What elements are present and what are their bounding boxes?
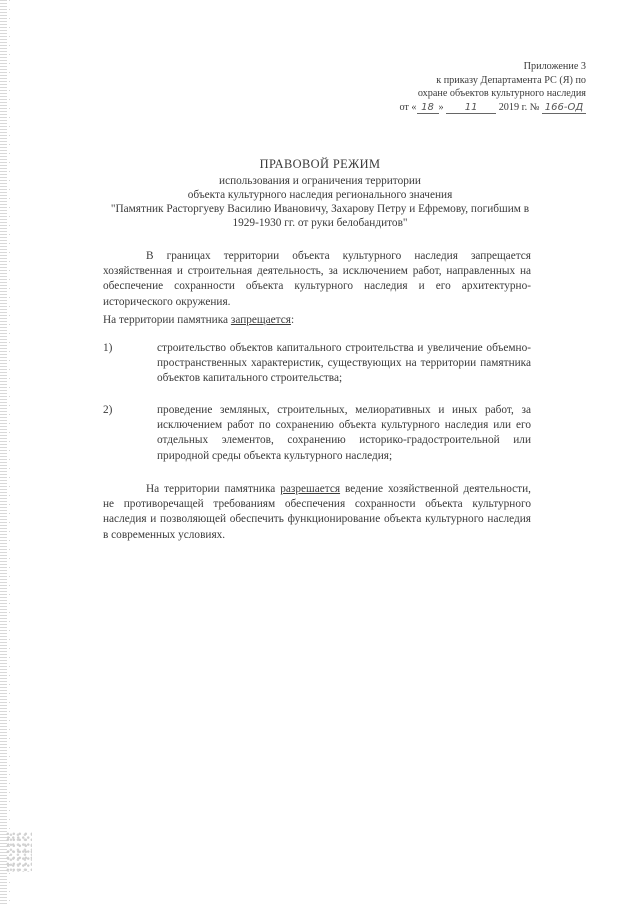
date-day: 18 [417,102,439,114]
date-year: 2019 г. № [498,101,540,113]
annex-order-ref: к приказу Департамента РС (Я) по [436,74,586,86]
subtitle-line-1: использования и ограничения территории [219,175,421,187]
date-mid: » [438,101,444,113]
binding-edge [0,0,7,905]
document-title: ПРАВОВОЙ РЕЖИМ [259,157,381,171]
document-title-block [100,157,540,230]
date-month: 11 [446,102,496,114]
allowed-word: разрешается [280,483,341,495]
annex-date-line [346,101,586,115]
annex-title: Приложение 3 [523,61,586,72]
list-item-2: проведение земляных, строительных, мелиоративных и иных работ, за исключением работ по сохранению объекта культурного наследия или его отдельных элементов, сохранению историко-градостроительной или природной среды объекта культурного наследия; [157,404,531,462]
list-item-1: строительство объектов капитального строительства и увеличение объемно-пространственных характеристик, существующих на территории памятника объектов капитального строительства; [157,342,531,385]
allowed-suffix: ведение хозяйственной деятельности, не противоречащей требованиям обеспечения сохранности объекта культурного наследия и позволяющей обеспечить функционирование объекта культурного наследия в современных условиях. [103,483,531,541]
list-number-2: 2) [103,404,113,416]
binding-perforation [9,0,10,905]
subtitle-line-2: объекта культурного наследия регионального значения [187,189,453,201]
intro-paragraph: В границах территории объекта культурного наследия запрещается хозяйственная и строительная деятельность, за исключением работ, направленных на обеспечение сохранности объекта культурного наследия и его архитектурно-исторического окружения. [103,250,531,308]
subtitle-line-3: "Памятник Расторгуеву Василию Ивановичу, Захарову Петру и Ефремову, погибшим в [110,203,530,215]
prohibited-prefix: На территории памятника [103,314,231,326]
annex-header [346,60,586,114]
allowed-prefix: На территории памятника [146,483,281,495]
prohibited-suffix: : [290,314,295,326]
date-prefix: от « [399,101,417,113]
prohibited-word: запрещается [230,314,291,326]
order-number: 166-ОД [542,102,586,114]
prohibited-heading [103,313,531,328]
subtitle-line-4: 1929-1930 гг. от руки белобандитов" [232,217,408,229]
allowed-paragraph [103,482,531,543]
scan-smudge [6,832,32,872]
list-number-1: 1) [103,342,113,354]
annex-department: охране объектов культурного наследия [417,88,586,99]
